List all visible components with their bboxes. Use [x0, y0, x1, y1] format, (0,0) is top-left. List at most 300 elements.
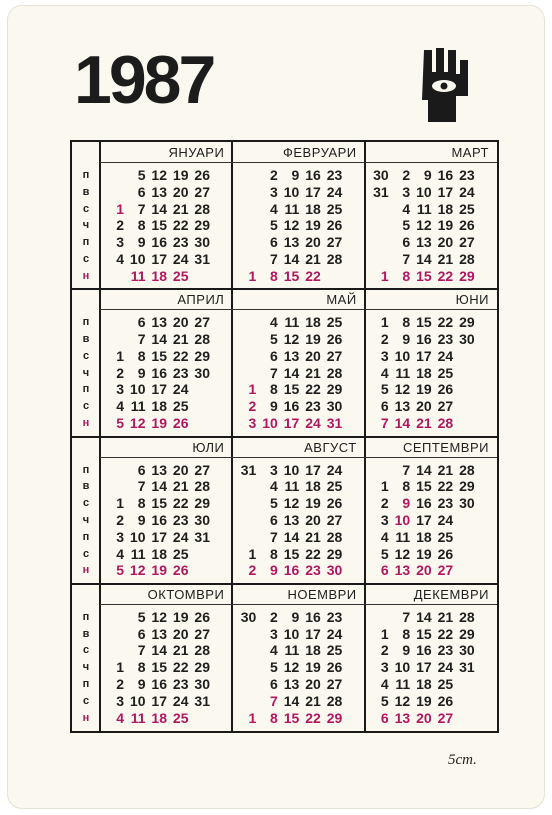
- day-number: 29: [459, 478, 475, 495]
- day-number: 20: [305, 511, 321, 528]
- day-number: 18: [416, 528, 432, 545]
- day-number: 25: [326, 200, 343, 217]
- day-number: 5: [402, 217, 411, 234]
- day-number: 10: [262, 415, 278, 432]
- day-number: 23: [305, 562, 321, 579]
- day-number: 7: [270, 528, 278, 545]
- month-block: [365, 584, 497, 731]
- day-number: 1: [248, 545, 257, 562]
- day-number: 4: [380, 675, 389, 692]
- day-number: 26: [194, 167, 210, 183]
- day-number: 3: [270, 461, 278, 478]
- day-number: 24: [172, 692, 189, 709]
- day-number: 31: [326, 415, 343, 432]
- day-number: 6: [137, 314, 146, 331]
- day-number: 30: [459, 642, 475, 659]
- day-number: 9: [137, 364, 146, 381]
- hand-eye-icon: [418, 46, 470, 124]
- day-number: 18: [416, 675, 432, 692]
- day-number: 29: [194, 659, 210, 676]
- day-number: 30: [194, 364, 210, 381]
- day-number: 17: [416, 347, 432, 364]
- day-number: 2: [380, 495, 389, 512]
- day-number: 28: [194, 478, 210, 495]
- day-number: 17: [437, 183, 454, 200]
- month-block: [100, 142, 232, 289]
- day-number: 22: [172, 217, 189, 234]
- day-number: 20: [305, 234, 321, 251]
- weekday-label: в: [82, 627, 90, 640]
- year-title: 1987: [74, 42, 214, 118]
- day-number: 4: [270, 642, 278, 659]
- day-number: 26: [326, 217, 343, 234]
- day-number: 24: [326, 183, 343, 200]
- day-number: 3: [248, 415, 257, 432]
- weekday-label: с: [82, 547, 90, 560]
- day-number: 29: [326, 709, 343, 726]
- day-number: 18: [151, 398, 167, 415]
- day-number: 10: [129, 381, 146, 398]
- day-number: 26: [326, 495, 343, 512]
- day-number: 21: [305, 251, 321, 267]
- day-number: 19: [151, 415, 167, 432]
- day-number: 5: [137, 167, 146, 183]
- day-number: 1: [380, 478, 389, 495]
- day-number: 30: [194, 234, 210, 251]
- day-number: 19: [305, 331, 321, 348]
- day-number: 17: [305, 183, 321, 200]
- weekday-label: п: [82, 169, 90, 181]
- day-number: 30: [326, 562, 343, 579]
- day-number: 6: [270, 511, 278, 528]
- day-number: 13: [283, 511, 300, 528]
- day-number: 22: [437, 625, 454, 642]
- day-number: 7: [137, 331, 146, 348]
- day-number: 24: [326, 625, 343, 642]
- day-number: 14: [283, 528, 300, 545]
- day-number: 16: [151, 364, 167, 381]
- day-number: 7: [270, 364, 278, 381]
- weekday-label: п: [82, 463, 90, 476]
- day-number: 25: [437, 528, 454, 545]
- day-number: 20: [416, 562, 432, 579]
- day-number: 12: [416, 217, 432, 234]
- day-number: 15: [416, 478, 432, 495]
- day-number: 14: [151, 200, 167, 217]
- day-number: 17: [151, 528, 167, 545]
- day-number: 10: [283, 625, 300, 642]
- day-number: 9: [402, 495, 411, 512]
- day-number: 27: [194, 183, 210, 200]
- day-number: 13: [416, 234, 432, 251]
- day-number: 7: [402, 251, 411, 267]
- day-number: 7: [137, 642, 146, 659]
- day-number: 26: [172, 415, 189, 432]
- day-number: 23: [437, 331, 454, 348]
- day-number: 31: [194, 528, 210, 545]
- day-number: 16: [151, 511, 167, 528]
- day-number: 28: [326, 528, 343, 545]
- day-number: 17: [151, 692, 167, 709]
- month-block: [232, 289, 364, 436]
- day-number: 26: [172, 562, 189, 579]
- day-number: 14: [416, 608, 432, 625]
- day-number: 20: [305, 675, 321, 692]
- day-number: 16: [416, 642, 432, 659]
- day-number: 27: [326, 234, 343, 251]
- day-number: 28: [326, 364, 343, 381]
- day-number: 15: [151, 217, 167, 234]
- day-number: 12: [394, 692, 411, 709]
- day-number: 9: [137, 234, 146, 251]
- month-name: АВГУСТ: [304, 439, 357, 455]
- day-number: 4: [270, 200, 278, 217]
- day-number: 2: [116, 217, 124, 234]
- day-number: 18: [416, 364, 432, 381]
- day-number: 24: [437, 511, 454, 528]
- day-number: 8: [270, 545, 278, 562]
- day-number: 11: [284, 314, 300, 331]
- month-name: АПРИЛ: [177, 292, 225, 308]
- day-number: 16: [305, 167, 321, 183]
- day-number: 15: [151, 495, 167, 512]
- day-number: 20: [172, 461, 189, 478]
- day-number: 6: [402, 234, 411, 251]
- day-number: 10: [394, 347, 411, 364]
- weekday-label: в: [82, 480, 90, 493]
- day-number: 5: [137, 608, 146, 625]
- day-number: 6: [270, 675, 278, 692]
- day-number: 25: [326, 314, 343, 331]
- day-number: 29: [326, 545, 343, 562]
- day-number: 4: [116, 709, 124, 726]
- day-number: 12: [151, 167, 167, 183]
- day-number: 12: [394, 545, 411, 562]
- day-number: 1: [116, 659, 124, 676]
- day-number: 13: [151, 183, 167, 200]
- day-number: 7: [270, 692, 278, 709]
- day-number: 16: [437, 167, 454, 183]
- day-number: 21: [416, 415, 432, 432]
- day-number: 15: [416, 625, 432, 642]
- day-number: 1: [380, 314, 389, 331]
- day-number: 3: [380, 511, 389, 528]
- day-number: 3: [116, 234, 124, 251]
- weekday-label: п: [82, 383, 90, 396]
- day-number: 20: [416, 398, 432, 415]
- day-number: 22: [437, 267, 454, 284]
- day-number: 26: [194, 608, 210, 625]
- day-number: 13: [151, 314, 167, 331]
- day-number: 16: [151, 234, 167, 251]
- day-number: 21: [437, 251, 454, 267]
- month-name: ЮНИ: [455, 292, 489, 308]
- day-number: 27: [326, 511, 343, 528]
- day-number: 17: [416, 511, 432, 528]
- day-number: 4: [380, 364, 389, 381]
- day-number: 19: [151, 562, 167, 579]
- day-number: 13: [151, 461, 167, 478]
- day-number: 22: [305, 381, 321, 398]
- day-number: 19: [416, 381, 432, 398]
- day-number: 14: [394, 415, 411, 432]
- day-number: 19: [437, 217, 454, 234]
- day-number: 1: [380, 625, 389, 642]
- weekday-label: с: [82, 497, 90, 510]
- day-number: 13: [394, 562, 411, 579]
- day-number: 27: [194, 461, 210, 478]
- day-number: 19: [305, 217, 321, 234]
- day-number: 21: [172, 200, 189, 217]
- day-number: 14: [283, 364, 300, 381]
- day-number: 3: [402, 183, 411, 200]
- weekday-label: с: [82, 400, 90, 413]
- day-number: 31: [194, 692, 210, 709]
- day-number: 7: [402, 461, 411, 478]
- day-number: 16: [283, 398, 300, 415]
- day-number: 24: [437, 347, 454, 364]
- day-number: 15: [151, 347, 167, 364]
- day-number: 21: [305, 692, 321, 709]
- day-number: 11: [284, 200, 300, 217]
- day-number: 9: [137, 511, 146, 528]
- day-number: 26: [459, 217, 475, 234]
- day-number: 14: [283, 251, 300, 267]
- day-number: 4: [116, 398, 124, 415]
- day-number: 15: [283, 709, 300, 726]
- day-number: 11: [284, 642, 300, 659]
- day-number: 3: [270, 183, 278, 200]
- day-number: 21: [172, 331, 189, 348]
- day-number: 22: [305, 545, 321, 562]
- day-number: 15: [416, 314, 432, 331]
- day-number: 5: [380, 545, 389, 562]
- day-number: 30: [326, 398, 343, 415]
- weekday-label: н: [82, 269, 90, 282]
- day-number: 24: [326, 461, 343, 478]
- day-number: 15: [283, 545, 300, 562]
- day-number: 23: [437, 495, 454, 512]
- day-number: 17: [305, 461, 321, 478]
- day-number: 28: [326, 251, 343, 267]
- weekday-label: с: [82, 349, 90, 362]
- month-name: ДЕКЕМВРИ: [413, 586, 489, 602]
- weekday-label: ч: [82, 219, 90, 232]
- day-number: 4: [380, 528, 389, 545]
- day-number: 21: [172, 478, 189, 495]
- day-number: 1: [116, 347, 124, 364]
- day-number: 18: [305, 642, 321, 659]
- day-number: 15: [283, 267, 300, 284]
- month-name: СЕПТЕМВРИ: [402, 439, 489, 455]
- day-number: 27: [437, 709, 454, 726]
- day-number: 8: [270, 381, 278, 398]
- day-number: 2: [248, 398, 257, 415]
- day-number: 15: [283, 381, 300, 398]
- day-number: 28: [437, 415, 454, 432]
- day-number: 25: [172, 398, 189, 415]
- day-number: 14: [416, 461, 432, 478]
- day-number: 13: [283, 347, 300, 364]
- day-number: 22: [305, 267, 321, 284]
- day-number: 29: [459, 625, 475, 642]
- day-number: 6: [137, 183, 146, 200]
- month-name: ЯНУАРИ: [168, 145, 225, 160]
- day-number: 5: [270, 217, 278, 234]
- day-number: 4: [116, 545, 124, 562]
- day-number: 3: [116, 528, 124, 545]
- weekday-label: п: [82, 610, 90, 623]
- day-number: 15: [151, 659, 167, 676]
- month-block: [232, 437, 364, 584]
- day-number: 31: [373, 183, 389, 200]
- day-number: 22: [172, 495, 189, 512]
- day-number: 5: [116, 562, 124, 579]
- month-block: [232, 584, 364, 731]
- day-number: 22: [172, 659, 189, 676]
- day-number: 19: [172, 608, 189, 625]
- day-number: 25: [326, 478, 343, 495]
- day-number: 8: [137, 495, 146, 512]
- day-number: 23: [172, 234, 189, 251]
- day-number: 20: [416, 709, 432, 726]
- day-number: 7: [380, 415, 389, 432]
- day-number: 6: [380, 709, 389, 726]
- weekday-label: с: [82, 253, 90, 265]
- day-number: 4: [116, 251, 124, 267]
- day-number: 10: [283, 183, 300, 200]
- day-number: 17: [151, 381, 167, 398]
- day-number: 29: [194, 347, 210, 364]
- weekday-label: с: [82, 202, 90, 215]
- day-number: 19: [416, 545, 432, 562]
- weekday-label: ч: [82, 513, 90, 526]
- day-number: 13: [394, 398, 411, 415]
- day-number: 29: [194, 495, 210, 512]
- day-number: 5: [380, 381, 389, 398]
- day-number: 23: [437, 642, 454, 659]
- day-number: 4: [270, 314, 278, 331]
- day-number: 20: [172, 183, 189, 200]
- day-number: 11: [395, 528, 411, 545]
- day-number: 12: [283, 331, 300, 348]
- day-number: 5: [116, 415, 124, 432]
- day-number: 6: [380, 398, 389, 415]
- day-number: 7: [270, 251, 278, 267]
- weekday-label: п: [82, 316, 90, 329]
- day-number: 1: [380, 267, 389, 284]
- day-number: 1: [116, 495, 124, 512]
- day-number: 2: [270, 167, 278, 183]
- day-number: 10: [394, 511, 411, 528]
- day-number: 30: [194, 675, 210, 692]
- weekday-label: п: [82, 530, 90, 543]
- month-name: МАРТ: [451, 145, 489, 160]
- day-number: 12: [283, 659, 300, 676]
- day-number: 27: [326, 347, 343, 364]
- day-number: 10: [416, 183, 432, 200]
- day-number: 2: [116, 511, 124, 528]
- day-number: 8: [137, 217, 146, 234]
- weekday-label: н: [82, 564, 90, 577]
- day-number: 23: [326, 608, 343, 625]
- day-number: 25: [459, 200, 475, 217]
- day-number: 27: [194, 314, 210, 331]
- day-number: 18: [305, 478, 321, 495]
- day-number: 18: [151, 267, 167, 284]
- month-name: ФЕВРУАРИ: [282, 145, 357, 160]
- day-number: 11: [130, 709, 146, 726]
- day-number: 19: [305, 495, 321, 512]
- day-number: 24: [305, 415, 321, 432]
- day-number: 1: [248, 709, 257, 726]
- day-number: 24: [172, 381, 189, 398]
- price-label: 5ст.: [448, 752, 477, 768]
- day-number: 23: [172, 511, 189, 528]
- day-number: 3: [116, 692, 124, 709]
- day-number: 20: [437, 234, 454, 251]
- day-number: 8: [402, 478, 411, 495]
- day-number: 2: [116, 675, 124, 692]
- day-number: 11: [416, 200, 432, 217]
- day-number: 28: [459, 608, 475, 625]
- day-number: 6: [270, 234, 278, 251]
- day-number: 28: [194, 642, 210, 659]
- day-number: 21: [437, 608, 454, 625]
- day-number: 13: [151, 625, 167, 642]
- day-number: 28: [326, 692, 343, 709]
- day-number: 21: [305, 364, 321, 381]
- day-number: 23: [172, 675, 189, 692]
- weekday-label: в: [82, 333, 90, 346]
- day-number: 9: [270, 562, 278, 579]
- day-number: 17: [151, 251, 167, 267]
- day-number: 30: [240, 608, 257, 625]
- day-number: 28: [459, 461, 475, 478]
- day-number: 25: [172, 267, 189, 284]
- day-number: 3: [116, 381, 124, 398]
- day-number: 2: [380, 331, 389, 348]
- day-number: 29: [194, 217, 210, 234]
- day-number: 30: [459, 331, 475, 348]
- day-number: 9: [423, 167, 432, 183]
- month-block: [232, 142, 364, 289]
- day-number: 18: [305, 314, 321, 331]
- day-number: 14: [151, 478, 167, 495]
- day-number: 13: [394, 709, 411, 726]
- weekday-label: с: [82, 644, 90, 657]
- day-number: 25: [437, 675, 454, 692]
- day-number: 24: [172, 528, 189, 545]
- month-block: [365, 142, 497, 289]
- day-number: 14: [416, 251, 432, 267]
- day-number: 6: [137, 625, 146, 642]
- day-number: 7: [137, 478, 146, 495]
- day-number: 27: [459, 234, 475, 251]
- weekday-label: ч: [82, 366, 90, 379]
- day-number: 16: [283, 562, 300, 579]
- day-number: 29: [326, 381, 343, 398]
- day-number: 22: [437, 314, 454, 331]
- day-number: 12: [394, 381, 411, 398]
- day-number: 2: [270, 608, 278, 625]
- day-number: 8: [137, 347, 146, 364]
- day-number: 6: [380, 562, 389, 579]
- day-number: 31: [194, 251, 210, 267]
- day-number: 11: [130, 545, 146, 562]
- day-number: 20: [172, 314, 189, 331]
- day-number: 22: [172, 347, 189, 364]
